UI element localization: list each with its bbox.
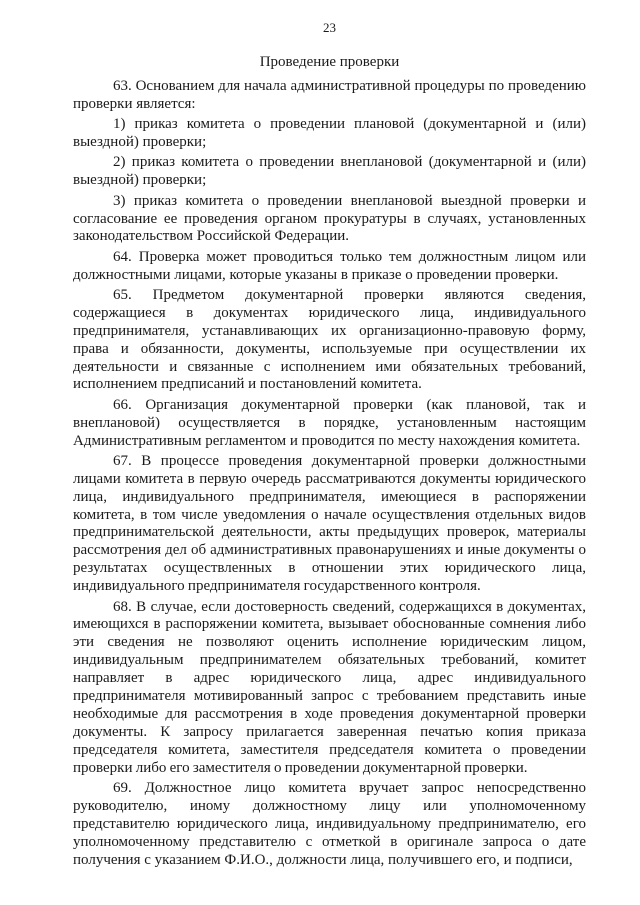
paragraph-65: 65. Предметом документарной проверки являются сведения, содержащиеся в документах юридического лица, индивидуального предпринимателя, устанавливающих их организационно-правовую форму, права и обязанности, документы, используемые при осуществлении их деятельности и связанные с исполнением ими обязательных требований, исполнением предписаний и постановлений комитета. <box>73 286 586 393</box>
list-item-1: 1) приказ комитета о проведении плановой (документарной и (или) выездной) проверки; <box>73 116 586 151</box>
paragraph-66: 66. Организация документарной проверки (как плановой, так и внеплановой) осуществляется в порядке, установленным настоящим Административным регламентом и проводится по месту нахождения комитета. <box>73 396 586 449</box>
page-number: 23 <box>323 20 336 35</box>
list-item-2: 2) приказ комитета о проведении внеплановой (документарной и (или) выездной) проверки; <box>73 154 586 189</box>
document-body <box>73 78 586 872</box>
paragraph-67: 67. В процессе проведения документарной проверки должностными лицами комитета в первую очередь рассматриваются документы юридического лица, индивидуального предпринимателя, имеющиеся в распоряжении комитета, в том числе уведомления о начале осуществления отдельных видов предпринимательской деятельности, акты предыдущих проверок, материалы рассмотрения дел об административных правонарушениях и иные документы о результатах осуществленных в отношении этих юридического лица, индивидуального предпринимателя государственного контроля. <box>73 452 586 595</box>
list-item-3: 3) приказ комитета о проведении внеплановой выездной проверки и согласование ее проведения органом прокуратуры в случаях, установленных законодательством Российской Федерации. <box>73 192 586 245</box>
paragraph-63: 63. Основанием для начала административной процедуры по проведению проверки является: <box>73 78 586 112</box>
paragraph-69: 69. Должностное лицо комитета вручает запрос непосредственно руководителю, иному должностному лицу или уполномоченному представителю юридического лица, индивидуальному предпринимателю, его уполномоченному представителю с отметкой в оригинале запроса о дате получения с указанием Ф.И.О., должности лица, получившего его, и подписи, <box>73 779 586 868</box>
section-title: Проведение проверки <box>259 54 400 70</box>
paragraph-64: 64. Проверка может проводиться только тем должностным лицом или должностными лицами, которые указаны в приказе о проведении проверки. <box>73 248 586 283</box>
paragraph-68: 68. В случае, если достоверность сведений, содержащихся в документах, имеющихся в распоряжении комитета, вызывает обоснованные сомнения либо эти сведения не позволяют оценить исполнение юридическим лицом, индивидуальным предпринимателем обязательных требований, комитет направляет в адрес юридического лица, адрес индивидуального предпринимателя мотивированный запрос с требованием представить иные необходимые для рассмотрения в ходе проведения документарной проверки документы. К запросу прилагается заверенная печатью копия приказа председателя комитета, заместителя председателя комитета о проведении проверки либо его заместителя о проведении документарной проверки. <box>73 598 586 776</box>
